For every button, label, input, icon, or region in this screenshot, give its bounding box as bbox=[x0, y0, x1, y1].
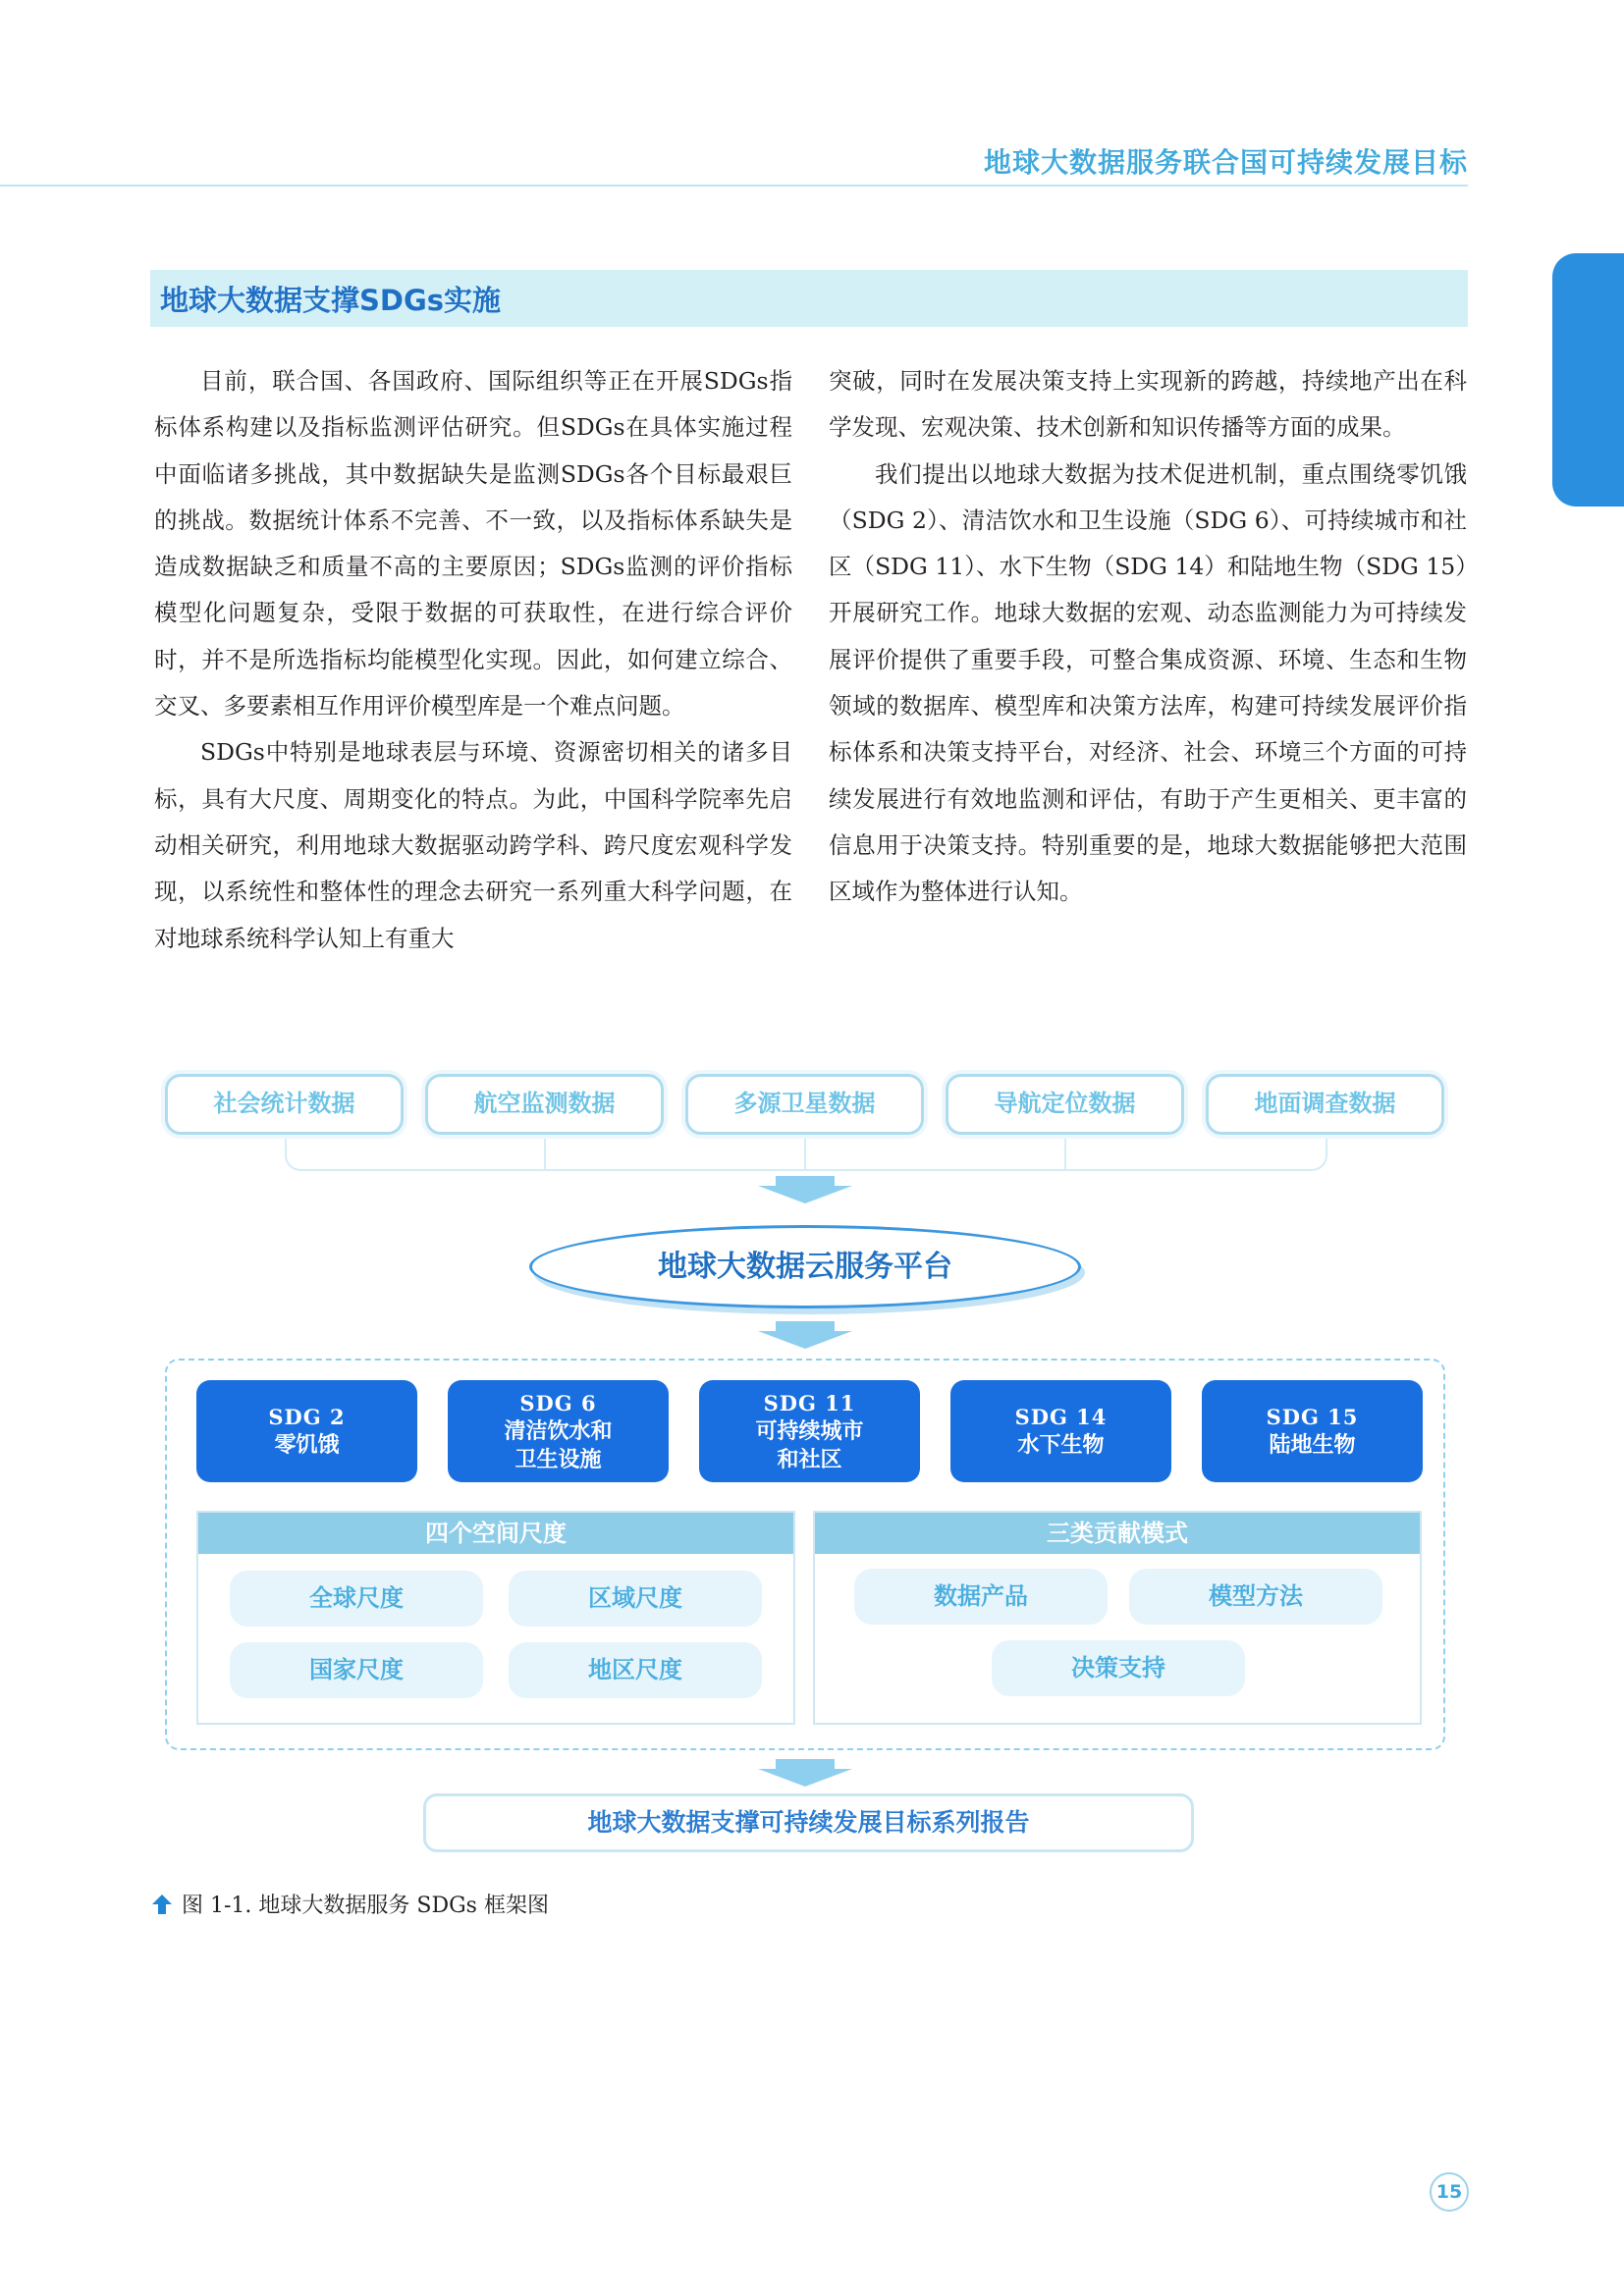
sdg-code: SDG 2 bbox=[268, 1405, 346, 1429]
running-header bbox=[0, 126, 1468, 187]
section-title: 地球大数据支撑SDGs实施 bbox=[160, 284, 502, 317]
sdg-tile-11 bbox=[699, 1380, 920, 1482]
sdg-name: 卫生设施 bbox=[514, 1447, 602, 1472]
sdg-tile-14 bbox=[950, 1380, 1171, 1482]
cloud-service-platform: 地球大数据云服务平台 bbox=[529, 1225, 1081, 1308]
sdg-code: SDG 14 bbox=[1014, 1405, 1108, 1429]
sdg-code: SDG 15 bbox=[1266, 1405, 1359, 1429]
data-source-ground-survey: 地面调查数据 bbox=[1206, 1074, 1444, 1135]
sdg-tile-15 bbox=[1202, 1380, 1423, 1482]
sdg-name: 可持续城市 bbox=[755, 1418, 864, 1444]
mode-chip: 数据产品 bbox=[854, 1569, 1108, 1625]
sdg-name: 水下生物 bbox=[1017, 1433, 1105, 1458]
scale-chip: 全球尺度 bbox=[230, 1571, 483, 1627]
mode-chip: 模型方法 bbox=[1129, 1569, 1382, 1625]
sdg-name: 零饥饿 bbox=[274, 1433, 340, 1458]
scale-chip: 区域尺度 bbox=[509, 1571, 762, 1627]
panel-title: 四个空间尺度 bbox=[198, 1513, 793, 1554]
paragraph: SDGs中特别是地球表层与环境、资源密切相关的诸多目标，具有大尺度、周期变化的特点。为此，中国科学院率先启动相关研究，利用地球大数据驱动跨学科、跨尺度宏观科学发现，以系统性和整体性的理念去研究一系列重大科学问题，在对地球系统科学认知上有重大 bbox=[154, 738, 792, 952]
arrow-up-icon bbox=[150, 1893, 174, 1916]
data-source-aerial-monitoring: 航空监测数据 bbox=[425, 1074, 664, 1135]
data-source-navigation-positioning: 导航定位数据 bbox=[946, 1074, 1184, 1135]
running-title: 地球大数据服务联合国可持续发展目标 bbox=[983, 146, 1468, 179]
left-text-column bbox=[154, 358, 792, 962]
caption-text: 图 1-1. 地球大数据服务 SDGs 框架图 bbox=[182, 1894, 549, 1918]
section-heading-band bbox=[150, 270, 1468, 327]
report-series-box: 地球大数据支撑可持续发展目标系列报告 bbox=[423, 1793, 1194, 1852]
down-arrow-icon bbox=[758, 1321, 852, 1349]
figure-caption bbox=[150, 1889, 549, 1919]
sdg-code: SDG 11 bbox=[763, 1390, 856, 1415]
paragraph: 目前，联合国、各国政府、国际组织等正在开展SDGs指标体系构建以及指标监测评估研究。但SDGs在具体实施过程中面临诸多挑战，其中数据缺失是监测SDGs各个目标最艰巨的挑战。数据统计体系不完善、不一致，以及指标体系缺失是造成数据缺乏和质量不高的主要原因；SDGs监测的评价指标模型化问题复杂，受限于数据的可获取性，在进行综合评价时，并不是所选指标均能模型化实现。因此，如何建立综合、交叉、多要素相互作用评价模型库是一个难点问题。 bbox=[154, 367, 792, 721]
scale-chip: 地区尺度 bbox=[509, 1642, 762, 1698]
mode-chip: 决策支持 bbox=[992, 1640, 1245, 1696]
paragraph: 我们提出以地球大数据为技术促进机制，重点围绕零饥饿（SDG 2）、清洁饮水和卫生设施（SDG 6）、可持续城市和社区（SDG 11）、水下生物（SDG 14）和陆地生物（SDG 15）开展研究工作。地球大数据的宏观、动态监测能力为可持续发展评价提供了重要手段，可整合集成资源、环境、生态和生物领域的数据库、模型库和决策方法库，构建可持续发展评价指标体系和决策支持平台，对经济、社会、环境三个方面的可持续发展进行有效地监测和评估，有助于产生更相关、更丰富的信息用于决策支持。特别重要的是，地球大数据能够把大范围区域作为整体进行认知。 bbox=[829, 459, 1467, 906]
sdg-tile-2 bbox=[196, 1380, 417, 1482]
panel-title: 三类贡献模式 bbox=[815, 1513, 1420, 1554]
sdg-tile-6 bbox=[448, 1380, 669, 1482]
scale-chip: 国家尺度 bbox=[230, 1642, 483, 1698]
page-number: 15 bbox=[1430, 2172, 1469, 2212]
paragraph-continuation: 突破，同时在发展决策支持上实现新的跨越，持续地产出在科学发现、宏观决策、技术创新和知识传播等方面的成果。 bbox=[829, 367, 1467, 442]
data-source-multi-satellite: 多源卫星数据 bbox=[685, 1074, 924, 1135]
data-source-social-statistics: 社会统计数据 bbox=[165, 1074, 404, 1135]
sdg-code: SDG 6 bbox=[519, 1390, 597, 1415]
down-arrow-icon bbox=[758, 1759, 852, 1787]
sdg-name: 陆地生物 bbox=[1269, 1433, 1356, 1458]
sdg-name: 和社区 bbox=[777, 1447, 842, 1472]
right-text-column bbox=[829, 358, 1467, 916]
sdg-name: 清洁饮水和 bbox=[504, 1418, 613, 1444]
down-arrow-icon bbox=[758, 1176, 852, 1203]
chapter-side-tab bbox=[1552, 253, 1624, 507]
